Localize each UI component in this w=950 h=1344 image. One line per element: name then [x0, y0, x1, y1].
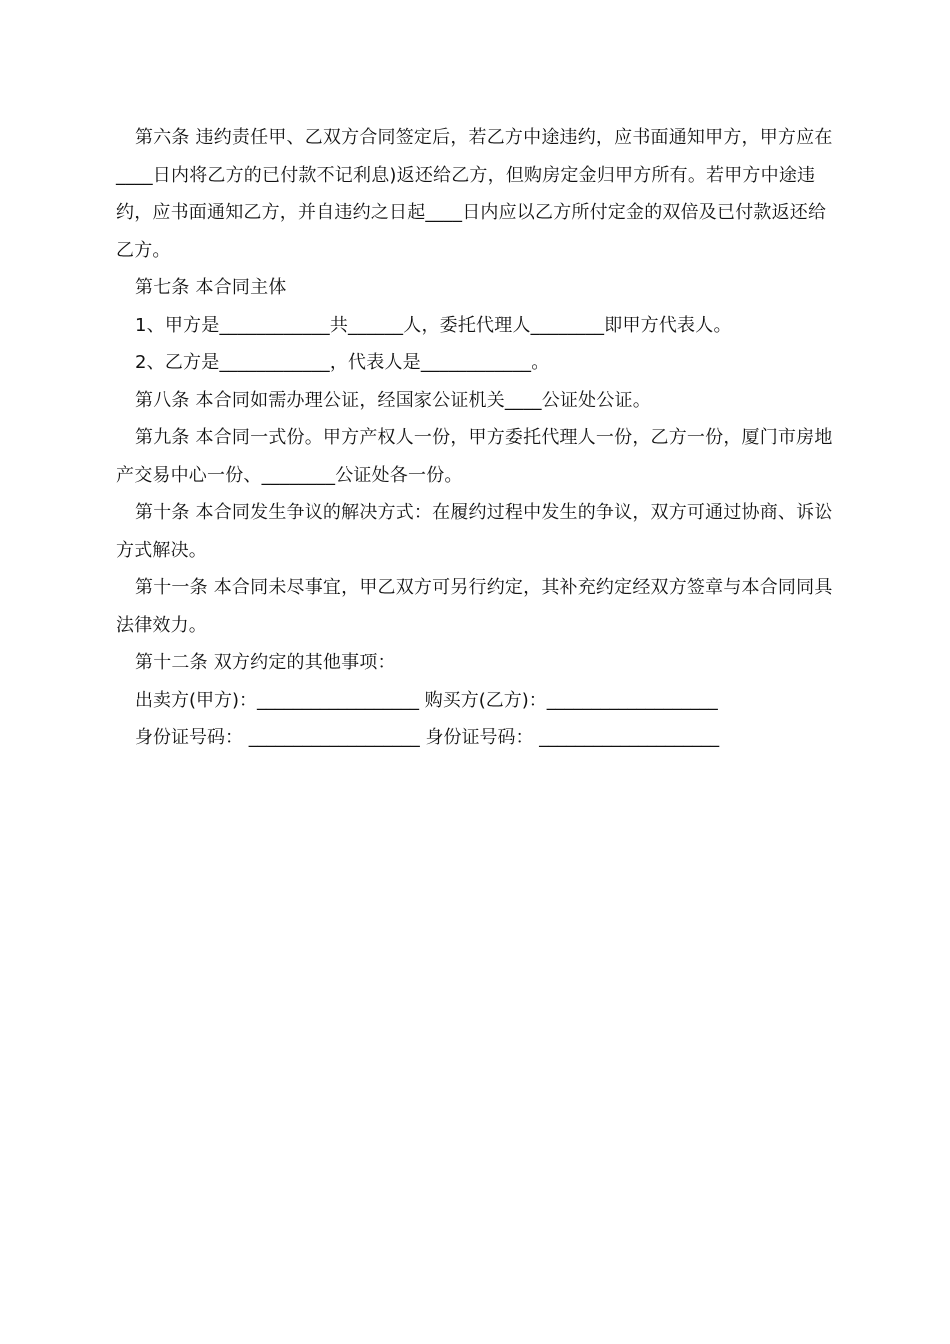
signature-line-id-numbers: 身份证号码： ___________________ 身份证号码： ____________________	[135, 727, 720, 748]
article-9: 第九条 本合同一式份。甲方产权人一份，甲方委托代理人一份，乙方一份，厦门市房地产交易中心一份、________公证处各一份。	[116, 427, 833, 486]
article-10: 第十条 本合同发生争议的解决方式：在履约过程中发生的争议，双方可通过协商、诉讼方式解决。	[116, 502, 833, 561]
signature-line-parties: 出卖方(甲方)：__________________ 购买方(乙方)：___________________	[135, 689, 718, 711]
article-6: 第六条 违约责任甲、乙双方合同签定后，若乙方中途违约，应书面通知甲方，甲方应在____日内将乙方的已付款不记利息)返还给乙方，但购房定金归甲方所有。若甲方中途违约，应书面通知乙方，并自违约之日起____日内应以乙方所付定金的双倍及已付款返还给乙方。	[116, 127, 833, 261]
article-8: 第八条 本合同如需办理公证，经国家公证机关____公证处公证。	[135, 389, 651, 411]
article-12: 第十二条 双方约定的其他事项：	[135, 652, 396, 673]
document-page	[116, 119, 836, 757]
article-7-party-a: 1、甲方是____________共______人，委托代理人________即甲方代表人。	[135, 314, 732, 336]
article-7-party-b: 2、乙方是____________，代表人是____________。	[135, 352, 550, 373]
article-7-heading: 第七条 本合同主体	[135, 277, 287, 298]
article-11: 第十一条 本合同未尽事宜，甲乙双方可另行约定，其补充约定经双方签章与本合同同具法律效力。	[116, 577, 833, 636]
